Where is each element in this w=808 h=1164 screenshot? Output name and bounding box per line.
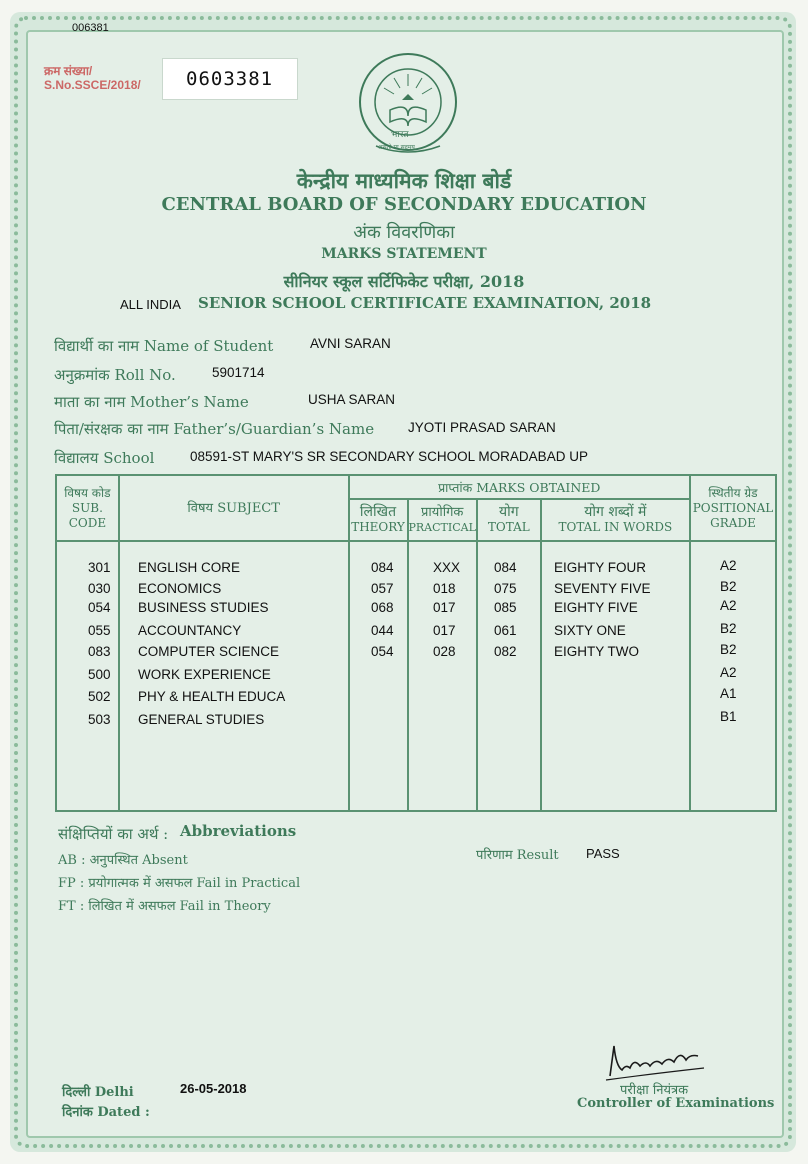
student-name-label: विद्यार्थी का नाम Name of Student (54, 337, 274, 355)
roll-number: 5901714 (212, 365, 265, 380)
board-name-english: CENTRAL BOARD OF SECONDARY EDUCATION (161, 194, 647, 215)
header-positional-grade: स्थितीय ग्रेड POSITIONAL GRADE (690, 475, 776, 541)
cell-practical: 028 (433, 644, 456, 659)
cell-total: 084 (494, 560, 517, 575)
cell-words: EIGHTY FOUR (554, 560, 647, 575)
roll-number-label: अनुक्रमांक Roll No. (54, 366, 176, 384)
cell-grade: B2 (720, 642, 737, 657)
header-subject-code: विषय कोड SUB. CODE (56, 475, 119, 541)
exam-title-english: SENIOR SCHOOL CERTIFICATE EXAMINATION, 2018 (198, 294, 652, 312)
mother-name-label: माता का नाम Mother’s Name (54, 393, 249, 411)
cell-code: 054 (88, 600, 111, 615)
cell-practical: XXX (433, 560, 461, 575)
mother-name: USHA SARAN (308, 392, 396, 407)
school-label: विद्यालय School (54, 449, 155, 467)
result-label: परिणाम Result (476, 848, 559, 863)
cell-total: 061 (494, 623, 517, 638)
cell-code: 030 (88, 581, 111, 596)
exam-prefix: ALL INDIA (120, 297, 181, 312)
cell-subject: ACCOUNTANCY (138, 623, 242, 638)
cell-grade: B1 (720, 709, 737, 724)
serial-label-english: S.No.SSCE/2018/ (44, 78, 141, 92)
controller-title-hindi: परीक्षा नियंत्रक (620, 1083, 689, 1098)
cell-subject: PHY & HEALTH EDUCA (138, 689, 286, 704)
cell-words: SEVENTY FIVE (554, 581, 651, 596)
abbreviations-title-hindi: संक्षिप्तियों का अर्थ : (58, 825, 169, 843)
cell-total: 082 (494, 644, 517, 659)
cell-subject: ECONOMICS (138, 581, 222, 596)
header-theory: लिखित THEORY (349, 499, 408, 541)
cell-grade: B2 (720, 621, 737, 636)
place-label: दिल्ली Delhi (62, 1085, 134, 1100)
cell-grade: B2 (720, 579, 737, 594)
cell-total: 085 (494, 600, 517, 615)
abbreviations-title-english: Abbreviations (180, 822, 297, 840)
cell-theory: 057 (371, 581, 394, 596)
father-name: JYOTI PRASAD SARAN (408, 420, 556, 435)
cell-grade: A1 (720, 686, 737, 701)
father-name-label: पिता/संरक्षक का नाम Father’s/Guardian’s Name (54, 420, 375, 438)
cell-code: 055 (88, 623, 111, 638)
cell-words: EIGHTY TWO (554, 644, 640, 659)
cell-grade: A2 (720, 598, 737, 613)
cell-words: EIGHTY FIVE (554, 600, 638, 615)
cell-subject: BUSINESS STUDIES (138, 600, 269, 615)
header-practical: प्रायोगिक PRACTICAL (408, 499, 477, 541)
abbreviation-absent: AB : अनुपस्थित Absent (58, 853, 188, 868)
cell-code: 503 (88, 712, 111, 727)
cell-subject: COMPUTER SCIENCE (138, 644, 280, 659)
cell-theory: 044 (371, 623, 394, 638)
statement-title-hindi: अंक विवरणिका (353, 222, 455, 243)
issue-date: 26-05-2018 (180, 1081, 247, 1096)
board-name-hindi: केन्द्रीय माध्यमिक शिक्षा बोर्ड (296, 168, 512, 193)
serial-number: 0603381 (186, 68, 274, 90)
header-subject: विषय SUBJECT (119, 475, 349, 541)
statement-title-english: MARKS STATEMENT (321, 246, 487, 262)
result-value: PASS (586, 846, 620, 861)
top-reference-number: 006381 (72, 22, 109, 34)
cell-code: 502 (88, 689, 111, 704)
student-name: AVNI SARAN (310, 336, 391, 351)
controller-signature-icon (600, 1036, 710, 1084)
abbreviation-fail-practical: FP : प्रयोगात्मक में असफल Fail in Practical (58, 876, 301, 891)
header-total: योग TOTAL (477, 499, 541, 541)
cell-grade: A2 (720, 558, 737, 573)
abbreviation-fail-theory: FT : लिखित में असफल Fail in Theory (58, 899, 271, 914)
school-name: 08591-ST MARY'S SR SECONDARY SCHOOL MORADABAD UP (190, 449, 588, 464)
cell-practical: 017 (433, 623, 456, 638)
emblem-motto: असतो मा सद्गमय (378, 144, 415, 151)
cell-grade: A2 (720, 665, 737, 680)
cell-theory: 068 (371, 600, 394, 615)
cell-code: 301 (88, 560, 111, 575)
marks-table (55, 474, 777, 812)
emblem-bottom-text: भारत (391, 130, 409, 140)
cell-practical: 018 (433, 581, 456, 596)
header-marks-obtained: प्राप्तांक MARKS OBTAINED (349, 475, 690, 499)
cell-practical: 017 (433, 600, 456, 615)
cell-code: 500 (88, 667, 111, 682)
header-total-in-words: योग शब्दों में TOTAL IN WORDS (541, 499, 690, 541)
cell-total: 075 (494, 581, 517, 596)
cell-subject: ENGLISH CORE (138, 560, 241, 575)
cell-code: 083 (88, 644, 111, 659)
cell-subject: WORK EXPERIENCE (138, 667, 271, 682)
cell-words: SIXTY ONE (554, 623, 626, 638)
serial-label-hindi: क्रम संख्या/ (44, 64, 93, 78)
cell-subject: GENERAL STUDIES (138, 712, 265, 727)
controller-title-english: Controller of Examinations (577, 1096, 775, 1111)
cell-theory: 054 (371, 644, 394, 659)
dated-label: दिनांक Dated : (62, 1105, 150, 1120)
cell-theory: 084 (371, 560, 394, 575)
exam-title-hindi: सीनियर स्कूल सर्टिफिकेट परीक्षा, 2018 (283, 272, 525, 291)
